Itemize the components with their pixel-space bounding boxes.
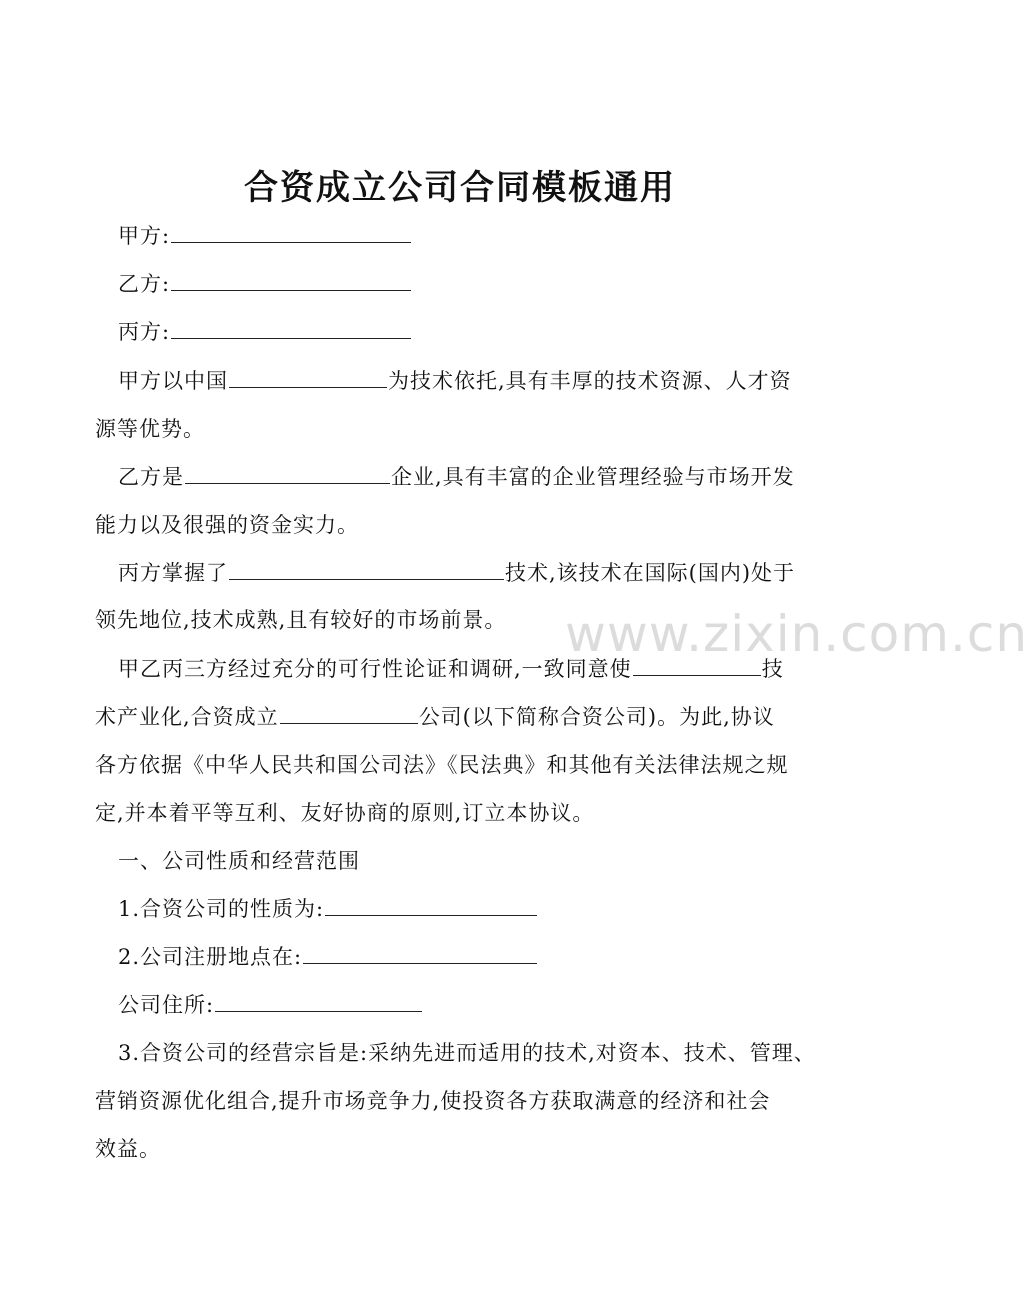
address-label: 公司住所: xyxy=(118,993,215,1017)
para3-line1 xyxy=(118,559,795,587)
para2-line1 xyxy=(118,463,795,491)
para4-line1 xyxy=(118,655,784,683)
para4-line4: 定,并本着平等互利、友好协商的原则,订立本协议。 xyxy=(95,801,595,825)
para4-blank1 xyxy=(633,655,761,676)
para1-blank xyxy=(229,367,387,388)
para2-line2: 能力以及很强的资金实力。 xyxy=(95,513,359,537)
watermark-text: www.zixin.com.cn xyxy=(565,605,1028,663)
item2-line xyxy=(118,943,538,971)
party-b-line xyxy=(118,270,412,298)
para1-suffix: 为技术依托,具有丰厚的技术资源、人才资 xyxy=(388,369,792,393)
party-c-line xyxy=(118,318,412,346)
section1-heading: 一、公司性质和经营范围 xyxy=(118,849,360,873)
para2-blank xyxy=(185,463,390,484)
party-a-blank xyxy=(171,222,411,243)
para1-line1 xyxy=(118,367,792,395)
para4-line2 xyxy=(95,703,775,731)
para1-prefix: 甲方以中国 xyxy=(118,369,228,393)
party-c-blank xyxy=(171,318,411,339)
para3-suffix: 技术,该技术在国际(国内)处于 xyxy=(505,561,796,585)
party-b-blank xyxy=(171,270,411,291)
para3-prefix: 丙方掌握了 xyxy=(118,561,228,585)
item2-blank xyxy=(303,943,537,964)
para4-line1-suffix: 技 xyxy=(761,657,784,681)
item3-line1: 3.合资公司的经营宗旨是:采纳先进而适用的技术,对资本、技术、管理、 xyxy=(118,1041,816,1065)
para3-blank xyxy=(229,559,504,580)
para1-line2: 源等优势。 xyxy=(95,417,205,441)
document-title: 合资成立公司合同模板通用 xyxy=(244,168,676,208)
para4-line2-suffix: 公司(以下简称合资公司)。为此,协议 xyxy=(418,705,775,729)
item3-line3: 效益。 xyxy=(95,1137,161,1161)
para4-line2-prefix: 术产业化,合资成立 xyxy=(95,705,279,729)
address-blank xyxy=(215,991,422,1012)
para4-blank2 xyxy=(280,703,418,724)
para3-line2: 领先地位,技术成熟,且有较好的市场前景。 xyxy=(95,608,507,632)
para2-suffix: 企业,具有丰富的企业管理经验与市场开发 xyxy=(391,465,795,489)
party-a-label: 甲方: xyxy=(118,224,171,248)
para4-line1-prefix: 甲乙丙三方经过充分的可行性论证和调研,一致同意使 xyxy=(118,657,632,681)
party-c-label: 丙方: xyxy=(118,320,171,344)
item1-blank xyxy=(325,895,537,916)
para2-prefix: 乙方是 xyxy=(118,465,184,489)
para4-line3: 各方依据《中华人民共和国公司法》《民法典》和其他有关法律法规之规 xyxy=(95,753,789,777)
item1-label: 1.合资公司的性质为: xyxy=(118,897,325,921)
address-line xyxy=(118,991,423,1019)
party-b-label: 乙方: xyxy=(118,272,171,296)
party-a-line xyxy=(118,222,412,250)
item2-label: 2.公司注册地点在: xyxy=(118,945,303,969)
item1-line xyxy=(118,895,538,923)
item3-line2: 营销资源优化组合,提升市场竞争力,使投资各方获取满意的经济和社会 xyxy=(95,1089,771,1113)
